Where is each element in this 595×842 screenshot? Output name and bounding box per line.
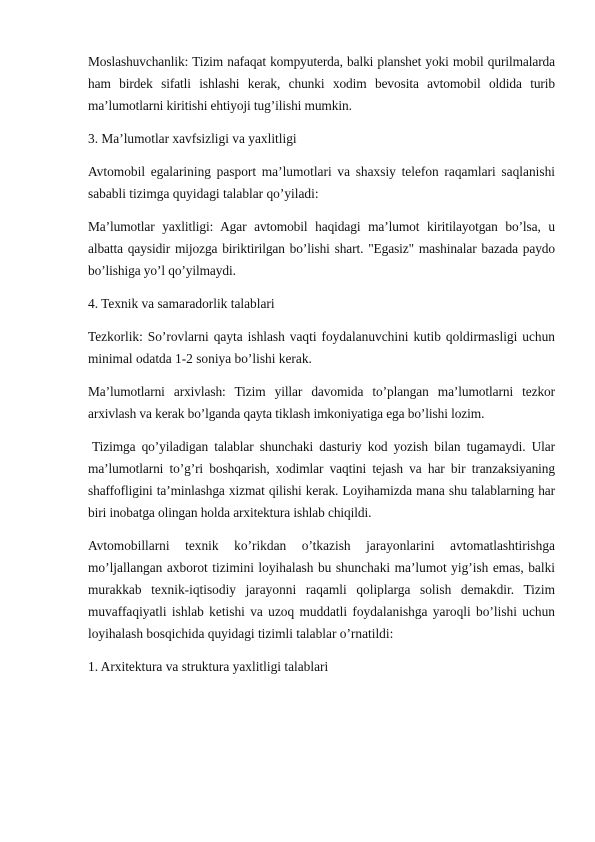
section-heading-performance: 4. Texnik va samaradorlik talablari	[88, 296, 275, 311]
section-heading-security: 3. Ma’lumotlar xavfsizligi va yaxlitligi	[88, 131, 297, 146]
paragraph-system-design: Avtomobillarni texnik ko’rikdan o’tkazish jarayonlarini avtomatlashtirishga mo’ljallangan axborot tizimini loyihalash bu shunchaki ma’lumot yig’ish emas, balki murakkab texnik-iqtisodiy jarayonni raqamli qoliplarga solish demakdir. Tizim muvaffaqiyatli ishlab ketishi va uzoq muddatli foydalanishga yaroqli bo’lishi uchun loyihalash bosqichida quyidagi tizimli talablar o’rnatildi:	[88, 538, 555, 641]
paragraph-data-integrity: Ma’lumotlar yaxlitligi: Agar avtomobil haqidagi ma’lumot kiritilayotgan bo’lsa, u albatta qaysidir mijozga biriktirilgan bo’lishi shart. "Egasiz" mashinalar bazada paydo bo’lishiga yo’l qo’yilmaydi.	[88, 219, 555, 278]
paragraph-owner-data: Avtomobil egalarining pasport ma’lumotlari va shaxsiy telefon raqamlari saqlanishi sababli tizimga quyidagi talablar qo’yiladi:	[88, 164, 555, 201]
document-page	[88, 51, 555, 689]
paragraph-speed: Tezkorlik: So’rovlarni qayta ishlash vaqti foydalanuvchini kutib qoldirmasligi uchun minimal odatda 1-2 soniya bo’lishi kerak.	[88, 329, 555, 366]
paragraph-archiving: Ma’lumotlarni arxivlash: Tizim yillar davomida to’plangan ma’lumotlarni tezkor arxivlash va kerak bo’lganda qayta tiklash imkoniyatiga ega bo’lishi lozim.	[88, 384, 555, 421]
paragraph-flexibility: Moslashuvchanlik: Tizim nafaqat kompyuterda, balki planshet yoki mobil qurilmalarda ham birdek sifatli ishlashi kerak, chunki xodim bevosita avtomobil oldida turib ma’lumotlarni kiritishi ehtiyoji tug’ilishi mumkin.	[88, 54, 555, 113]
section-heading-architecture: 1. Arxitektura va struktura yaxlitligi talablari	[88, 659, 329, 674]
paragraph-requirements-summary: Tizimga qo’yiladigan talablar shunchaki dasturiy kod yozish bilan tugamaydi. Ular ma’lumotlarni to’g’ri boshqarish, xodimlar vaqtini tejash va har bir tranzaksiyaning shaffofligini ta’minlashga xizmat qilishi kerak. Loyihamizda mana shu talablarning har biri inobatga olingan holda arxitektura ishlab chiqildi.	[88, 439, 555, 520]
